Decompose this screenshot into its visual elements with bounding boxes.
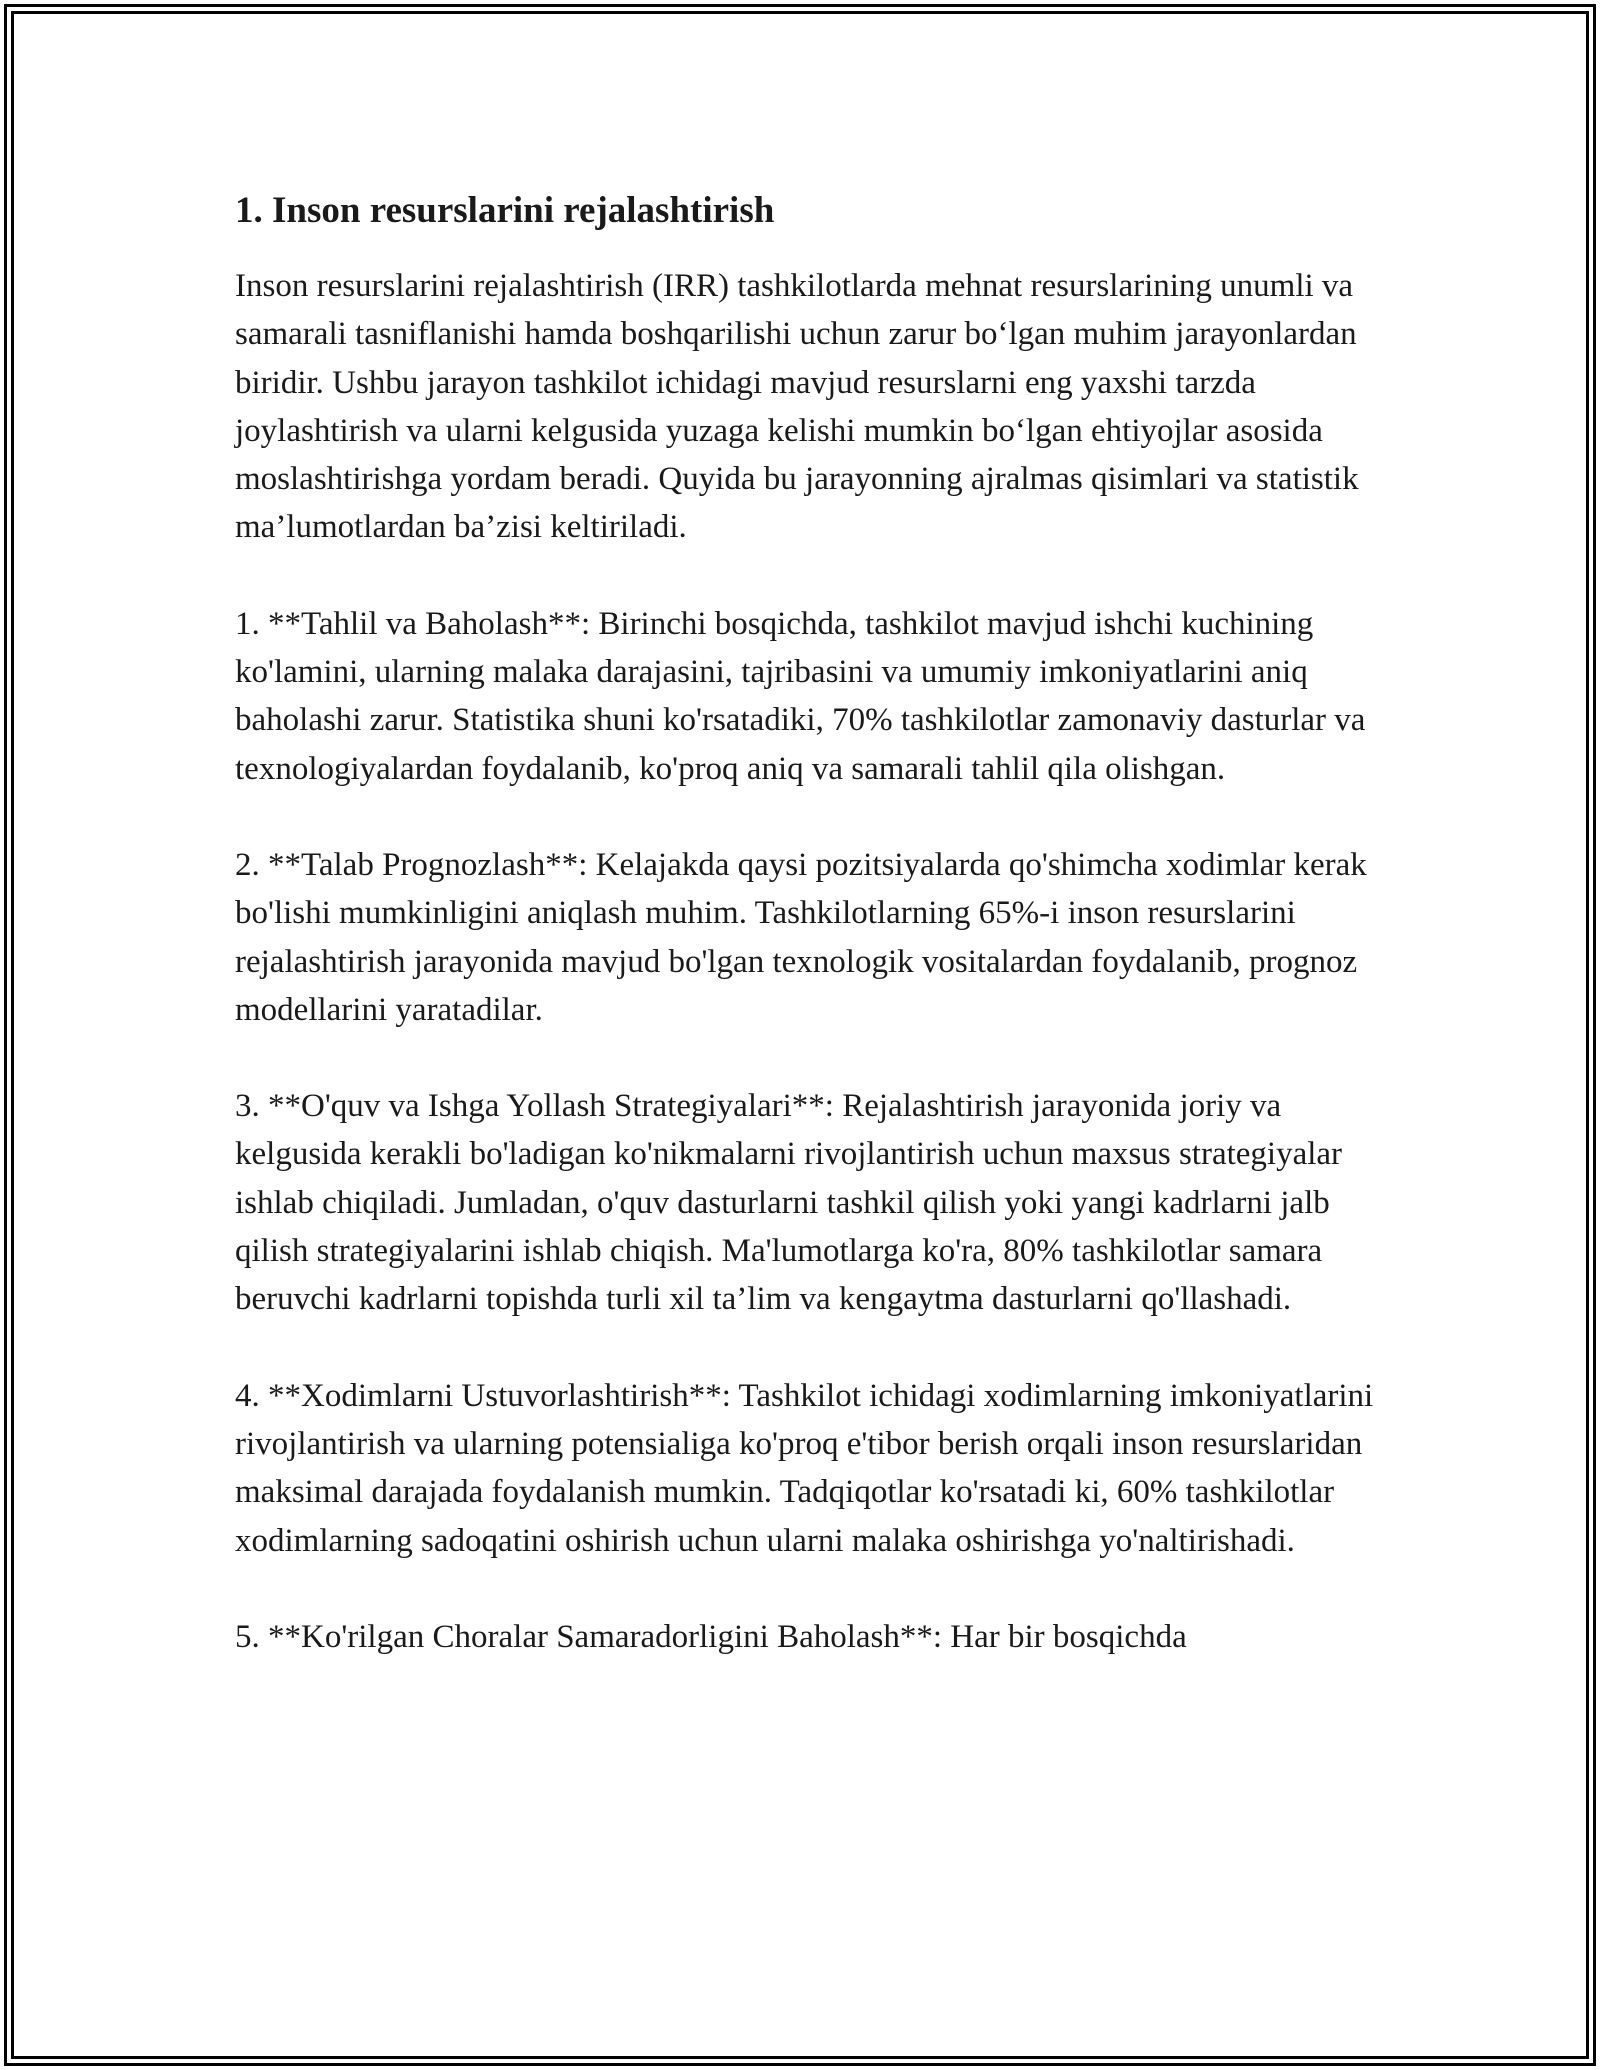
paragraph-forecasting: 2. **Talab Prognozlash**: Kelajakda qaysi pozitsiyalarda qo'shimcha xodimlar kerak bo'lishi mumkinligini aniqlash muhim. Tashkilotlarning 65%-i inson resurslarini rejalashtirish jarayonida mavjud bo'lgan texnologik vositalardan foydalanib, prognoz modellarini yaratadilar. bbox=[235, 846, 1367, 1028]
section-title: 1. Inson resurslarini rejalashtirish bbox=[235, 190, 775, 231]
paragraph-training-strategies: 3. **O'quv va Ishga Yollash Strategiyalari**: Rejalashtirish jarayonida joriy va kelgusida kerakli bo'ladigan ko'nikmalarni rivojlantirish uchun maxsus strategiyalar ishlab chiqiladi. Jumladan, o'quv dasturlarni tashkil qilish yoki yangi kadrlarni jalb qilish strategiyalarini ishlab chiqish. Ma'lumotlarga ko'ra, 80% tashkilotlar samara beruvchi kadrlarni topishda turli xil ta’lim va kengaytma dasturlarni qo'llashadi. bbox=[235, 1088, 1343, 1318]
paragraph-effectiveness: 5. **Ko'rilgan Choralar Samaradorligini Baholash**: Har bir bosqichda bbox=[235, 1618, 1187, 1655]
paragraph-staff-prioritization: 4. **Xodimlarni Ustuvorlashtirish**: Tashkilot ichidagi xodimlarning imkoniyatlarini rivojlantirish va ularning potensialiga ko'proq e'tibor berish orqali inson resurslaridan maksimal darajada foydalanish mumkin. Tadqiqotlar ko'rsatadi ki, 60% tashkilotlar xodimlarning sadoqatini oshirish uchun ularni malaka oshirishga yo'naltirishadi. bbox=[235, 1377, 1374, 1559]
intro-paragraph: Inson resurslarini rejalashtirish (IRR) tashkilotlarda mehnat resurslarining unumli va samarali tasniflanishi hamda boshqarilishi uchun zarur bo‘lgan muhim jarayonlardan biridir. Ushbu jarayon tashkilot ichidagi mavjud resurslarni eng yaxshi tarzda joylashtirish va ularni kelgusida yuzaga kelishi mumkin bo‘lgan ehtiyojlar asosida moslashtirishga yordam beradi. Quyida bu jarayonning ajralmas qisimlari va statistik ma’lumotlardan ba’zisi keltiriladi. bbox=[235, 268, 1359, 546]
document-body bbox=[235, 186, 1375, 1709]
paragraph-analysis: 1. **Tahlil va Baholash**: Birinchi bosqichda, tashkilot mavjud ishchi kuchining ko'lamini, ularning malaka darajasini, tajribasini va umumiy imkoniyatlarini aniq baholashi zarur. Statistika shuni ko'rsatadiki, 70% tashkilotlar zamonaviy dasturlar va texnologiyalardan foydalanib, ko'proq aniq va samarali tahlil qila olishgan. bbox=[235, 605, 1366, 787]
